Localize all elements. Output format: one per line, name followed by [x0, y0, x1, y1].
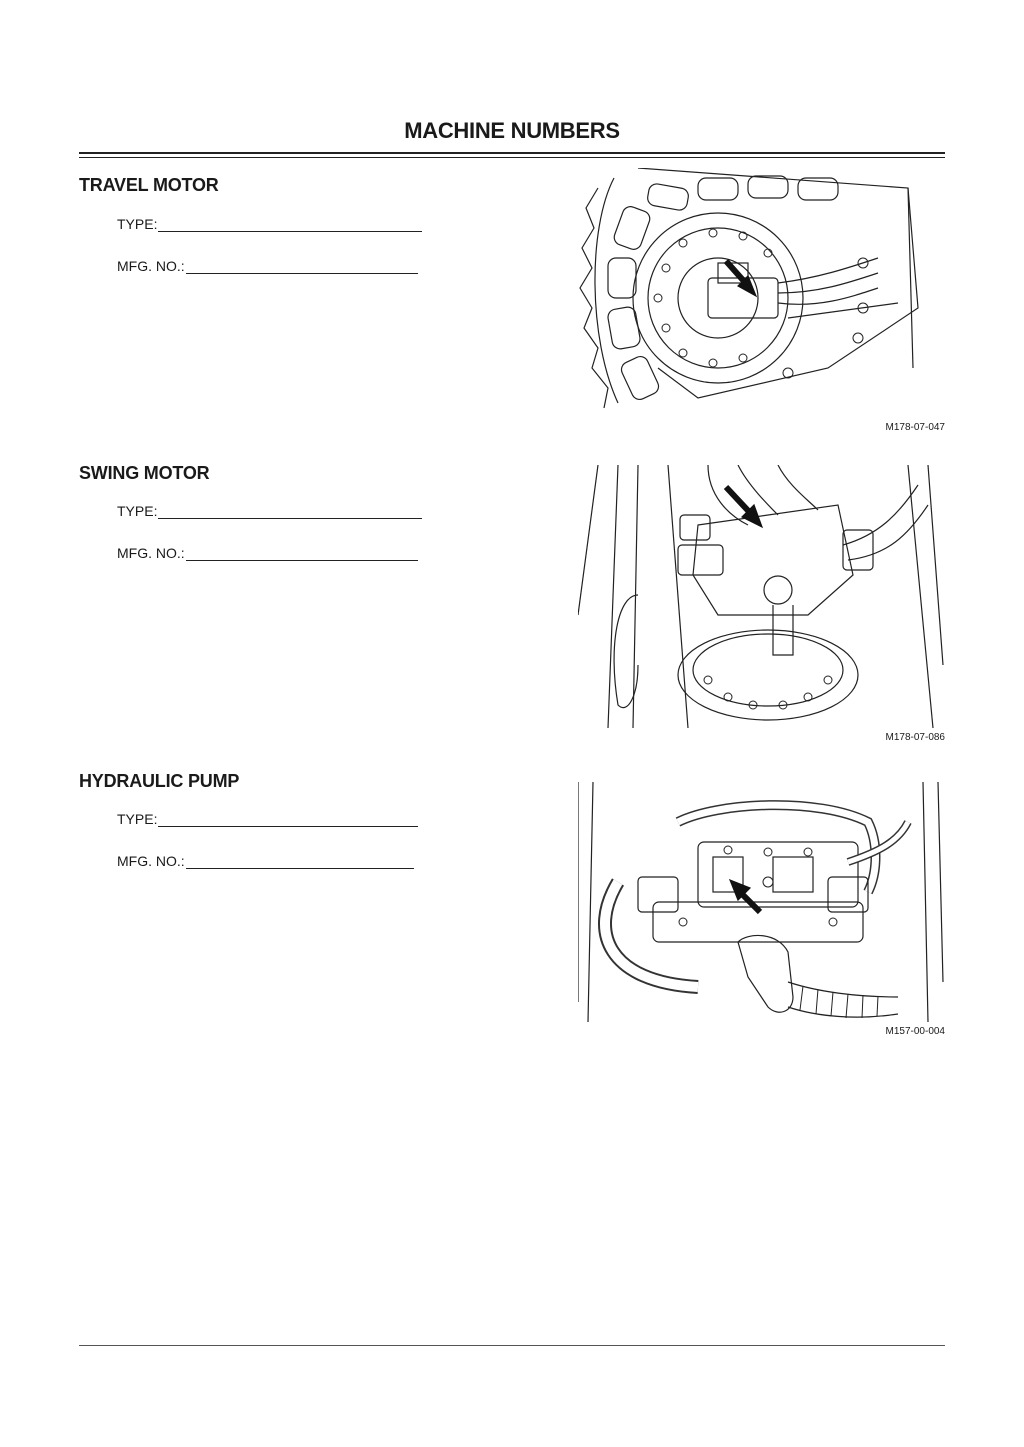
- type-field[interactable]: [117, 216, 422, 232]
- section-heading: HYDRAULIC PUMP: [79, 771, 240, 791]
- figure-code: M178-07-047: [885, 422, 945, 433]
- mfg-no-field[interactable]: [117, 853, 414, 869]
- mfg-no-field[interactable]: [117, 258, 418, 274]
- section-heading: SWING MOTOR: [79, 463, 210, 483]
- figure-code: M178-07-086: [885, 732, 945, 743]
- mfg-no-label: MFG. NO.:: [117, 545, 185, 561]
- footer-rule: [79, 1345, 945, 1346]
- type-label: TYPE:: [117, 811, 158, 827]
- type-field[interactable]: [117, 503, 422, 519]
- mfg-no-field[interactable]: [117, 545, 418, 561]
- mfg-no-blank-line[interactable]: [186, 546, 418, 561]
- type-blank-line[interactable]: [158, 504, 422, 519]
- mfg-no-blank-line[interactable]: [186, 259, 418, 274]
- travel-motor-illustration: [578, 168, 945, 418]
- type-label: TYPE:: [117, 503, 158, 519]
- mfg-no-label: MFG. NO.:: [117, 853, 185, 869]
- hydraulic-pump-illustration: [578, 782, 945, 1022]
- page-title: MACHINE NUMBERS: [404, 118, 620, 143]
- section-heading: TRAVEL MOTOR: [79, 175, 219, 195]
- mfg-no-label: MFG. NO.:: [117, 258, 185, 274]
- title-rule-thin: [79, 157, 945, 158]
- type-field[interactable]: [117, 811, 418, 827]
- type-label: TYPE:: [117, 216, 158, 232]
- title-rule-thick: [79, 152, 945, 154]
- figure-code: M157-00-004: [885, 1026, 945, 1037]
- swing-motor-illustration: [578, 465, 945, 728]
- type-blank-line[interactable]: [158, 217, 422, 232]
- mfg-no-blank-line[interactable]: [186, 854, 414, 869]
- type-blank-line[interactable]: [158, 812, 418, 827]
